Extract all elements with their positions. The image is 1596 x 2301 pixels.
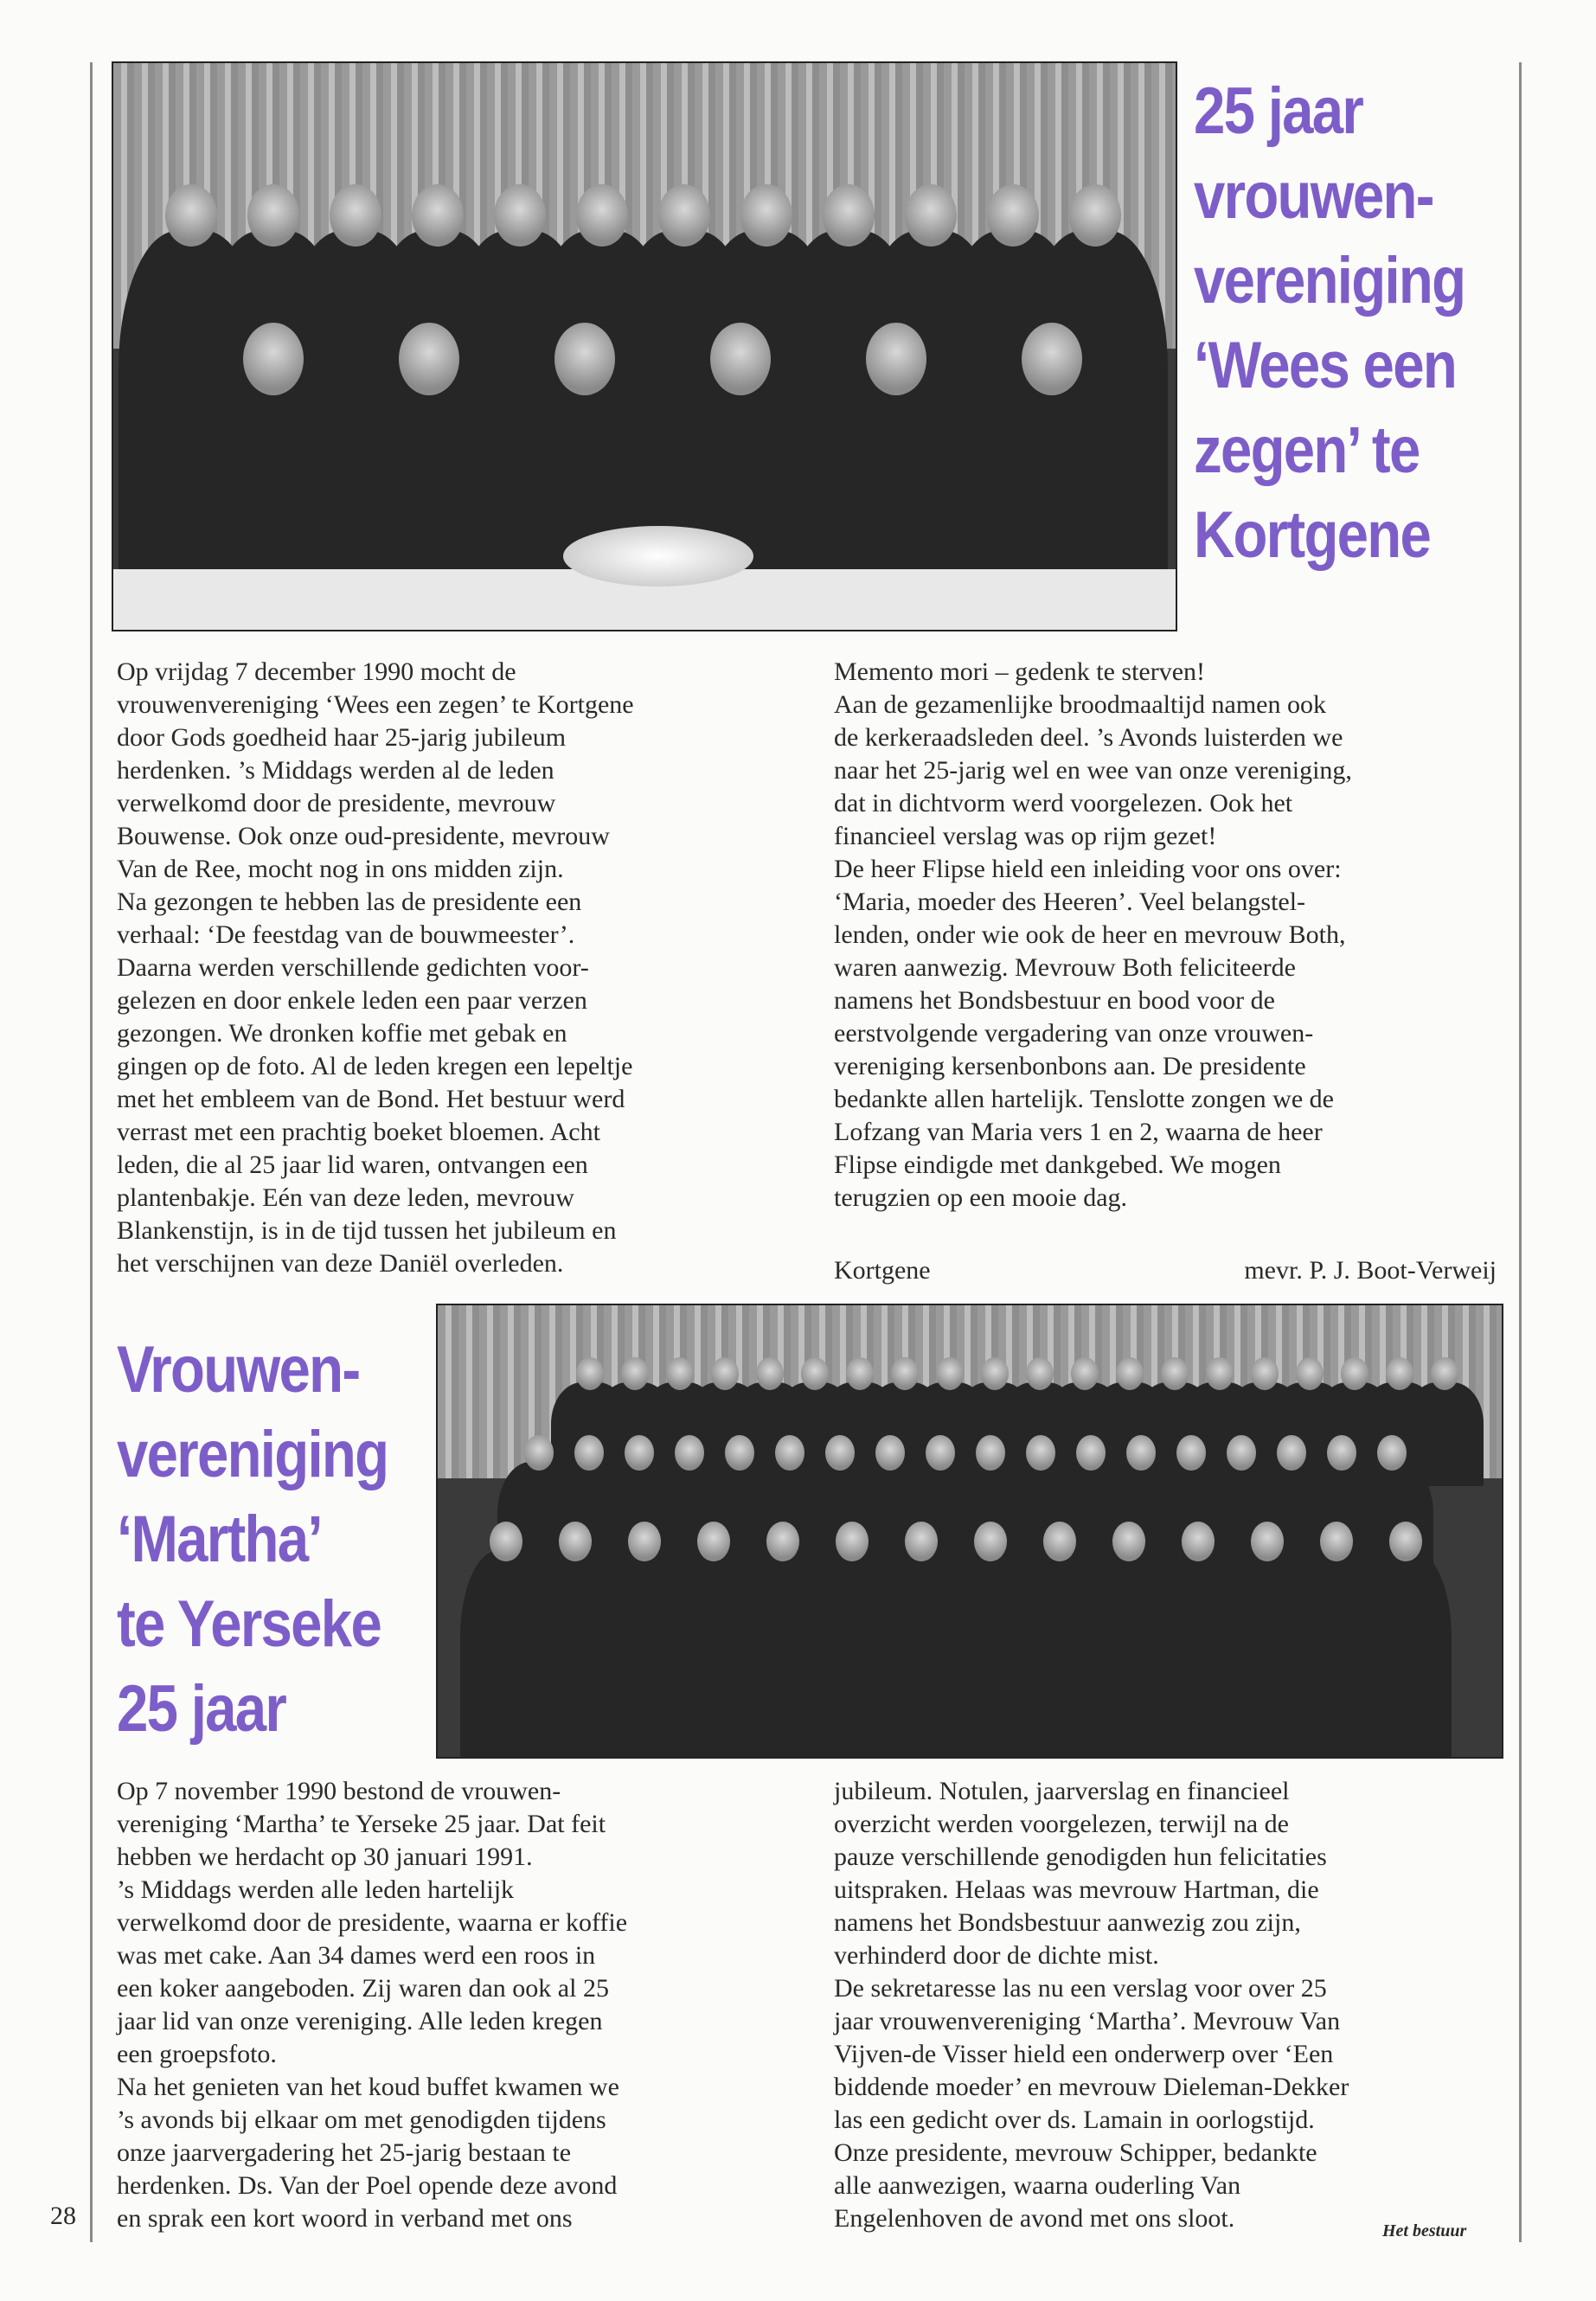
person-head (1069, 184, 1121, 247)
person-head (823, 184, 875, 247)
title-line: vrouwen- (1194, 159, 1433, 233)
person-head (987, 184, 1039, 247)
person-head (846, 1357, 874, 1390)
title-line: zegen’ te (1194, 413, 1420, 487)
text-line: gezongen. We dronken koffie met gebak en (117, 1019, 567, 1048)
person-head (1126, 1435, 1156, 1471)
text-line: de kerkeraadsleden deel. ’s Avonds luisterden we (834, 723, 1343, 752)
person-head (836, 1522, 869, 1561)
text-line: ’s Middags werden alle leden hartelijk (117, 1875, 515, 1904)
text-line: verrast met een prachtig boeket bloemen. Acht (117, 1118, 600, 1146)
text-line: bedankte allen hartelijk. Tenslotte zongen we de (834, 1085, 1334, 1113)
text-line: ’s avonds bij elkaar om met genodigden tijdens (117, 2106, 606, 2134)
text-line: door Gods goedheid haar 25-jarig jubileum (117, 723, 567, 752)
text-line: uitspraken. Helaas was mevrouw Hartman, die (834, 1875, 1319, 1904)
text-line: vereniging ‘Martha’ te Yerseke 25 jaar. Dat feit (117, 1810, 606, 1838)
person-head (1320, 1522, 1353, 1561)
text-line: Lofzang van Maria vers 1 en 2, waarna de heer (834, 1118, 1323, 1146)
person-head (1296, 1357, 1324, 1390)
person-head (1431, 1357, 1458, 1390)
text-line: verwelkomd door de presidente, mevrouw (117, 789, 556, 817)
person-head (1026, 1435, 1055, 1471)
article1-title (1194, 69, 1465, 578)
text-line: verwelkomd door de presidente, waarna er koffie (117, 1908, 628, 1937)
person-head (666, 1357, 694, 1390)
person-head (711, 1357, 739, 1390)
person-head (1327, 1435, 1356, 1471)
person-head (559, 1522, 592, 1561)
text-line: met het embleem van de Bond. Het bestuur werd (117, 1085, 625, 1113)
person-head (725, 1435, 754, 1471)
text-line: namens het Bondsbestuur en bood voor de (834, 986, 1275, 1015)
person-head (1206, 1357, 1234, 1390)
person-head (905, 1522, 938, 1561)
text-line: Memento mori – gedenk te sterven! (834, 657, 1206, 686)
text-line: namens het Bondsbestuur aanwezig zou zijn, (834, 1908, 1301, 1937)
article1-byline (834, 1256, 1497, 1289)
person-head (399, 323, 459, 395)
text-line: Op vrijdag 7 december 1990 mocht de (117, 657, 516, 686)
byline-place: Kortgene (834, 1256, 931, 1285)
text-line: Daarna werden verschillende gedichten voor- (117, 953, 589, 982)
text-line: terugzien op een mooie dag. (834, 1183, 1128, 1212)
title-line: te Yerseke (117, 1587, 381, 1661)
article2-title (117, 1328, 388, 1752)
text-line: Engelenhoven de avond met ons sloot. (834, 2204, 1235, 2233)
text-line: een groepsfoto. (117, 2040, 277, 2068)
text-line: herdenken. Ds. Van der Poel opende deze avond (117, 2171, 618, 2200)
person-head (1071, 1357, 1099, 1390)
title-line: Kortgene (1194, 498, 1431, 572)
title-line: ‘Wees een (1194, 329, 1457, 402)
person-head (1386, 1357, 1413, 1390)
text-line: herdenken. ’s Middags werden al de leden (117, 756, 554, 785)
person-head (576, 184, 628, 247)
text-line: ‘Maria, moeder des Heeren’. Veel belangstel- (834, 888, 1306, 916)
person-head (524, 1435, 554, 1471)
text-line: gingen op de foto. Al de leden kregen een lepeltje (117, 1052, 633, 1080)
article1-column2 (834, 656, 1352, 1215)
text-line: onze jaarvergadering het 25-jarig bestaan te (117, 2138, 572, 2167)
person-head (621, 1357, 649, 1390)
person-head (976, 1435, 1005, 1471)
person-head (628, 1522, 661, 1561)
title-line: vereniging (117, 1418, 388, 1491)
person-head (243, 323, 304, 395)
person-head (875, 1435, 905, 1471)
person-head (905, 184, 957, 247)
title-line: Vrouwen- (117, 1333, 360, 1407)
person-head (1116, 1357, 1144, 1390)
text-line: Van de Ree, mocht nog in ons midden zijn. (117, 855, 564, 883)
text-line: Bouwense. Ook onze oud-presidente, mevrouw (117, 822, 610, 850)
text-line: plantenbakje. Eén van deze leden, mevrouw (117, 1183, 574, 1212)
person-figure (1360, 1551, 1452, 1759)
person-head (801, 1357, 829, 1390)
person-head (756, 1357, 784, 1390)
text-line: eerstvolgende vergadering van onze vrouwen- (834, 1019, 1314, 1048)
text-line: lenden, onder wie ook de heer en mevrouw Both, (834, 920, 1346, 949)
person-head (247, 184, 299, 247)
text-line: waren aanwezig. Mevrouw Both feliciteerde (834, 953, 1296, 982)
text-line: jaar lid van onze vereniging. Alle leden kregen (117, 2007, 603, 2035)
byline-author: mevr. P. J. Boot-Verweij (1244, 1256, 1497, 1285)
person-head (1043, 1522, 1076, 1561)
person-head (1176, 1435, 1206, 1471)
text-line: Onze presidente, mevrouw Schipper, bedankte (834, 2138, 1317, 2167)
person-head (1026, 1357, 1054, 1390)
title-line: ‘Martha’ (117, 1503, 322, 1576)
text-line: pauze verschillende genodigden hun felicitaties (834, 1843, 1327, 1871)
text-line: leden, die al 25 jaar lid waren, ontvangen een (117, 1150, 588, 1179)
text-line: gelezen en door enkele leden een paar verzen (117, 986, 587, 1015)
person-head (675, 1435, 704, 1471)
text-line: het verschijnen van deze Daniël overleden. (117, 1249, 564, 1278)
page-number: 28 (50, 2202, 76, 2230)
text-line: Vijven-de Visser hield een onderwerp over ‘Een (834, 2040, 1334, 2068)
person-head (1377, 1435, 1407, 1471)
text-line: Na het genieten van het koud buffet kwamen we (117, 2073, 619, 2101)
text-line: dat in dichtvorm werd voorgelezen. Ook het (834, 789, 1293, 817)
text-line: Op 7 november 1990 bestond de vrouwen- (117, 1777, 561, 1805)
person-head (891, 1357, 919, 1390)
article2-column2 (834, 1775, 1349, 2235)
text-line: alle aanwezigen, waarna ouderling Van (834, 2171, 1241, 2200)
person-head (1182, 1522, 1215, 1561)
person-head (981, 1357, 1009, 1390)
person-head (574, 1435, 604, 1471)
person-head (1022, 323, 1082, 395)
group-photo-wees-een-zegen (112, 61, 1177, 631)
person-head (165, 184, 217, 247)
person-head (1389, 1522, 1422, 1561)
person-head (710, 323, 771, 395)
article1-column1 (117, 656, 634, 1280)
right-column-rule (1519, 62, 1522, 2242)
text-line: overzicht werden voorgelezen, terwijl na de (834, 1810, 1289, 1838)
article2-column1 (117, 1775, 627, 2235)
person-head (1227, 1435, 1256, 1471)
text-line: Aan de gezamenlijke broodmaaltijd namen ook (834, 690, 1326, 719)
person-head (825, 1435, 855, 1471)
person-head (936, 1357, 964, 1390)
text-line: naar het 25-jarig wel en wee van onze vereniging, (834, 756, 1352, 785)
text-line: jaar vrouwenvereniging ‘Martha’. Mevrouw Van (834, 2007, 1341, 2035)
text-line: financieel verslag was op rijm gezet! (834, 822, 1217, 850)
person-head (1251, 1522, 1284, 1561)
text-line: en sprak een kort woord in verband met ons (117, 2204, 573, 2233)
text-line: De heer Flipse hield een inleiding voor ons over: (834, 855, 1342, 883)
person-head (1277, 1435, 1306, 1471)
person-head (926, 1435, 955, 1471)
person-head (490, 1522, 522, 1561)
text-line: Flipse eindigde met dankgebed. We mogen (834, 1150, 1281, 1179)
person-head (1112, 1522, 1145, 1561)
person-head (1341, 1357, 1368, 1390)
group-photo-martha (436, 1304, 1503, 1759)
person-head (576, 1357, 604, 1390)
text-line: verhaal: ‘De feestdag van de bouwmeester’. (117, 920, 575, 949)
text-line: was met cake. Aan 34 dames werd een roos in (117, 1941, 596, 1970)
person-head (1076, 1435, 1106, 1471)
text-line: hebben we herdacht op 30 januari 1991. (117, 1843, 533, 1871)
text-line: De sekretaresse las nu een verslag voor over 25 (834, 1974, 1327, 2003)
person-head (866, 323, 926, 395)
text-line: vrouwenvereniging ‘Wees een zegen’ te Kortgene (117, 690, 634, 719)
person-head (775, 1435, 804, 1471)
person-head (554, 323, 615, 395)
person-head (494, 184, 546, 247)
person-head (697, 1522, 730, 1561)
text-line: las een gedicht over ds. Lamain in oorlogstijd. (834, 2106, 1315, 2134)
text-line: vereniging kersenbonbons aan. De presidente (834, 1052, 1306, 1080)
text-line: jubileum. Notulen, jaarverslag en financieel (834, 1777, 1290, 1805)
person-head (412, 184, 464, 247)
text-line: Blankenstijn, is in de tijd tussen het jubileum en (117, 1216, 617, 1245)
title-line: 25 jaar (1194, 74, 1363, 148)
title-line: 25 jaar (117, 1672, 286, 1746)
person-head (330, 184, 381, 247)
person-head (1251, 1357, 1279, 1390)
left-column-rule (90, 62, 93, 2242)
person-head (766, 1522, 799, 1561)
text-line: een koker aangeboden. Zij waren dan ook al 25 (117, 1974, 609, 2003)
article2-signature: Het bestuur (1382, 2221, 1467, 2240)
text-line: verhinderd door de dichte mist. (834, 1941, 1159, 1970)
person-head (740, 184, 792, 247)
person-head (974, 1522, 1007, 1561)
title-line: vereniging (1194, 244, 1465, 317)
person-head (1161, 1357, 1189, 1390)
person-head (658, 184, 710, 247)
person-head (625, 1435, 654, 1471)
text-line: Na gezongen te hebben las de presidente een (117, 888, 582, 916)
text-line: biddende moeder’ en mevrouw Dieleman-Dekker (834, 2073, 1349, 2101)
